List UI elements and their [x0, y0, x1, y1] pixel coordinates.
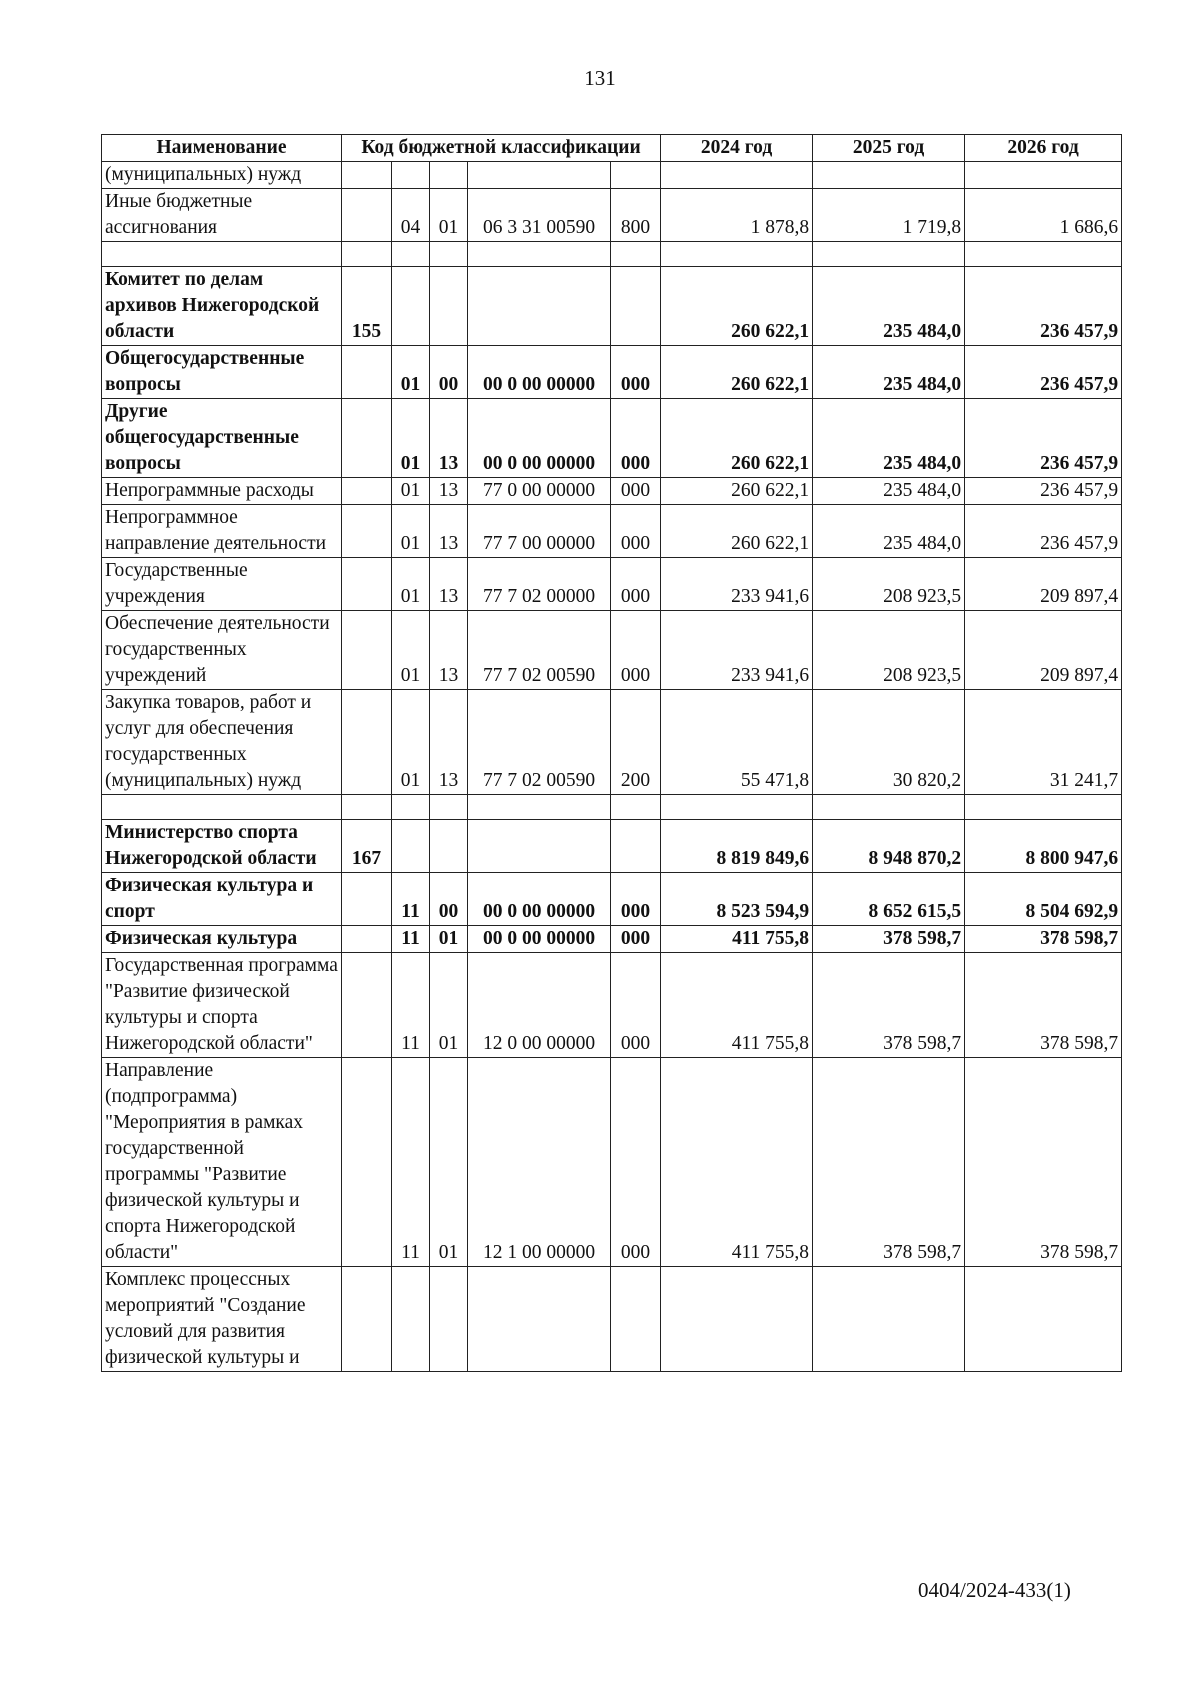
code-expense-type: 000: [611, 346, 661, 399]
amount-2024: [661, 162, 813, 189]
code-subsection: [430, 267, 468, 346]
amount-2024: 8 819 849,6: [661, 820, 813, 873]
table-row: [102, 478, 1122, 505]
code-expense-type: 000: [611, 1058, 661, 1267]
code-expense-type: 200: [611, 690, 661, 795]
code-target-item: 77 0 00 00000: [468, 478, 611, 505]
code-target-item: 00 0 00 00000: [468, 873, 611, 926]
table-row: [102, 189, 1122, 242]
code-section: [392, 162, 430, 189]
empty-cell: [468, 795, 611, 820]
amount-2024: 1 878,8: [661, 189, 813, 242]
code-section: 01: [392, 346, 430, 399]
amount-2024: 260 622,1: [661, 505, 813, 558]
code-subsection: 13: [430, 690, 468, 795]
amount-2024: 260 622,1: [661, 346, 813, 399]
code-target-item: 12 1 00 00000: [468, 1058, 611, 1267]
code-target-item: [468, 1267, 611, 1372]
code-expense-type: 000: [611, 399, 661, 478]
code-expense-type: 000: [611, 505, 661, 558]
code-ved: 155: [342, 267, 392, 346]
code-subsection: 01: [430, 953, 468, 1058]
code-ved: [342, 558, 392, 611]
code-expense-type: 000: [611, 926, 661, 953]
code-ved: 167: [342, 820, 392, 873]
amount-2024: 8 523 594,9: [661, 873, 813, 926]
code-section: 11: [392, 953, 430, 1058]
amount-2024: 55 471,8: [661, 690, 813, 795]
code-expense-type: [611, 162, 661, 189]
amount-2024: 260 622,1: [661, 399, 813, 478]
empty-cell: [965, 795, 1122, 820]
code-target-item: 12 0 00 00000: [468, 953, 611, 1058]
amount-2026: 236 457,9: [965, 399, 1122, 478]
amount-2025: 378 598,7: [813, 926, 965, 953]
code-subsection: 00: [430, 873, 468, 926]
code-subsection: 13: [430, 611, 468, 690]
empty-cell: [102, 242, 342, 267]
amount-2025: 235 484,0: [813, 346, 965, 399]
amount-2026: 8 504 692,9: [965, 873, 1122, 926]
code-expense-type: [611, 267, 661, 346]
row-name: Государственные учреждения: [102, 558, 342, 611]
amount-2024: 233 941,6: [661, 611, 813, 690]
amount-2025: 378 598,7: [813, 953, 965, 1058]
code-ved: [342, 505, 392, 558]
amount-2024: 411 755,8: [661, 953, 813, 1058]
table-body: [102, 162, 1122, 1372]
empty-cell: [661, 795, 813, 820]
amount-2025: 8 948 870,2: [813, 820, 965, 873]
code-ved: [342, 953, 392, 1058]
amount-2024: [661, 1267, 813, 1372]
empty-cell: [611, 242, 661, 267]
code-expense-type: 000: [611, 873, 661, 926]
code-target-item: [468, 267, 611, 346]
amount-2025: 208 923,5: [813, 558, 965, 611]
row-name: Физическая культура: [102, 926, 342, 953]
code-section: 01: [392, 690, 430, 795]
code-ved: [342, 1058, 392, 1267]
table-row: [102, 611, 1122, 690]
code-ved: [342, 926, 392, 953]
amount-2024: 260 622,1: [661, 478, 813, 505]
header-name: Наименование: [102, 135, 342, 162]
code-ved: [342, 690, 392, 795]
code-section: 01: [392, 505, 430, 558]
amount-2026: 378 598,7: [965, 953, 1122, 1058]
code-ved: [342, 189, 392, 242]
amount-2025: 235 484,0: [813, 399, 965, 478]
header-year-2025: 2025 год: [813, 135, 965, 162]
amount-2026: 209 897,4: [965, 558, 1122, 611]
code-target-item: [468, 162, 611, 189]
amount-2026: 236 457,9: [965, 478, 1122, 505]
code-section: 11: [392, 1058, 430, 1267]
code-section: [392, 1267, 430, 1372]
code-ved: [342, 346, 392, 399]
empty-cell: [342, 795, 392, 820]
code-section: 11: [392, 873, 430, 926]
table-row: [102, 926, 1122, 953]
code-ved: [342, 1267, 392, 1372]
code-expense-type: 000: [611, 558, 661, 611]
code-target-item: [468, 820, 611, 873]
code-subsection: 01: [430, 1058, 468, 1267]
code-target-item: 77 7 02 00590: [468, 690, 611, 795]
empty-cell: [430, 795, 468, 820]
table-row: [102, 1267, 1122, 1372]
code-section: 01: [392, 478, 430, 505]
empty-cell: [342, 242, 392, 267]
table-row: [102, 505, 1122, 558]
row-name: Министерство спорта Нижегородской области: [102, 820, 342, 873]
code-target-item: 00 0 00 00000: [468, 926, 611, 953]
amount-2026: [965, 1267, 1122, 1372]
code-expense-type: 800: [611, 189, 661, 242]
row-name: Государственная программа "Развитие физической культуры и спорта Нижегородской области": [102, 953, 342, 1058]
row-name: Направление (подпрограмма) "Мероприятия в рамках государственной программы "Развитие физической культуры и спорта Нижегородской области": [102, 1058, 342, 1267]
table-row: [102, 399, 1122, 478]
amount-2025: 235 484,0: [813, 267, 965, 346]
header-budget-code: Код бюджетной классификации: [342, 135, 661, 162]
table-row: [102, 558, 1122, 611]
code-subsection: [430, 820, 468, 873]
header-year-2026: 2026 год: [965, 135, 1122, 162]
code-subsection: 13: [430, 399, 468, 478]
code-section: 01: [392, 611, 430, 690]
amount-2026: 209 897,4: [965, 611, 1122, 690]
row-name: Непрограммное направление деятельности: [102, 505, 342, 558]
code-subsection: 01: [430, 926, 468, 953]
table-header-row: [102, 135, 1122, 162]
code-expense-type: [611, 820, 661, 873]
amount-2026: 8 800 947,6: [965, 820, 1122, 873]
code-target-item: 00 0 00 00000: [468, 346, 611, 399]
row-name: Общегосударственные вопросы: [102, 346, 342, 399]
code-expense-type: 000: [611, 953, 661, 1058]
amount-2026: 31 241,7: [965, 690, 1122, 795]
amount-2025: 30 820,2: [813, 690, 965, 795]
amount-2025: 208 923,5: [813, 611, 965, 690]
row-name: Другие общегосударственные вопросы: [102, 399, 342, 478]
amount-2024: 233 941,6: [661, 558, 813, 611]
code-target-item: 77 7 00 00000: [468, 505, 611, 558]
table-row: [102, 1058, 1122, 1267]
empty-cell: [392, 795, 430, 820]
code-section: 11: [392, 926, 430, 953]
amount-2026: 378 598,7: [965, 926, 1122, 953]
amount-2024: 411 755,8: [661, 926, 813, 953]
code-section: [392, 267, 430, 346]
code-target-item: 77 7 02 00000: [468, 558, 611, 611]
empty-cell: [468, 242, 611, 267]
row-name: Комплекс процессных мероприятий "Создание условий для развития физической культуры и: [102, 1267, 342, 1372]
amount-2024: 411 755,8: [661, 1058, 813, 1267]
amount-2026: 1 686,6: [965, 189, 1122, 242]
header-year-2024: 2024 год: [661, 135, 813, 162]
code-target-item: 00 0 00 00000: [468, 399, 611, 478]
code-expense-type: 000: [611, 478, 661, 505]
code-section: [392, 820, 430, 873]
amount-2025: 1 719,8: [813, 189, 965, 242]
table-row: [102, 267, 1122, 346]
code-subsection: 13: [430, 505, 468, 558]
table-row: [102, 953, 1122, 1058]
amount-2026: 236 457,9: [965, 505, 1122, 558]
table-row: [102, 873, 1122, 926]
amount-2025: [813, 162, 965, 189]
code-ved: [342, 399, 392, 478]
row-name: Непрограммные расходы: [102, 478, 342, 505]
code-section: 01: [392, 558, 430, 611]
empty-cell: [965, 242, 1122, 267]
table-row: [102, 162, 1122, 189]
code-section: 04: [392, 189, 430, 242]
amount-2024: 260 622,1: [661, 267, 813, 346]
table-row: [102, 690, 1122, 795]
code-subsection: [430, 1267, 468, 1372]
amount-2026: 378 598,7: [965, 1058, 1122, 1267]
code-subsection: [430, 162, 468, 189]
code-target-item: 77 7 02 00590: [468, 611, 611, 690]
empty-cell: [813, 795, 965, 820]
amount-2025: 8 652 615,5: [813, 873, 965, 926]
code-ved: [342, 873, 392, 926]
empty-cell: [102, 795, 342, 820]
table-row: [102, 346, 1122, 399]
amount-2025: 235 484,0: [813, 505, 965, 558]
amount-2025: 235 484,0: [813, 478, 965, 505]
row-name: Обеспечение деятельности государственных учреждений: [102, 611, 342, 690]
spacer-row: [102, 795, 1122, 820]
page-number: 131: [584, 66, 616, 90]
amount-2026: 236 457,9: [965, 267, 1122, 346]
empty-cell: [813, 242, 965, 267]
empty-cell: [430, 242, 468, 267]
code-target-item: 06 3 31 00590: [468, 189, 611, 242]
code-ved: [342, 478, 392, 505]
code-ved: [342, 611, 392, 690]
code-ved: [342, 162, 392, 189]
code-expense-type: 000: [611, 611, 661, 690]
row-name: (муниципальных) нужд: [102, 162, 342, 189]
code-section: 01: [392, 399, 430, 478]
amount-2025: 378 598,7: [813, 1058, 965, 1267]
code-subsection: 13: [430, 478, 468, 505]
code-subsection: 00: [430, 346, 468, 399]
empty-cell: [392, 242, 430, 267]
empty-cell: [611, 795, 661, 820]
code-subsection: 01: [430, 189, 468, 242]
row-name: Комитет по делам архивов Нижегородской области: [102, 267, 342, 346]
document-code: 0404/2024-433(1): [918, 1578, 1071, 1602]
row-name: Иные бюджетные ассигнования: [102, 189, 342, 242]
empty-cell: [661, 242, 813, 267]
row-name: Физическая культура и спорт: [102, 873, 342, 926]
budget-table: [101, 134, 1122, 1372]
row-name: Закупка товаров, работ и услуг для обеспечения государственных (муниципальных) нужд: [102, 690, 342, 795]
table-row: [102, 820, 1122, 873]
spacer-row: [102, 242, 1122, 267]
code-expense-type: [611, 1267, 661, 1372]
code-subsection: 13: [430, 558, 468, 611]
amount-2026: 236 457,9: [965, 346, 1122, 399]
amount-2025: [813, 1267, 965, 1372]
amount-2026: [965, 162, 1122, 189]
